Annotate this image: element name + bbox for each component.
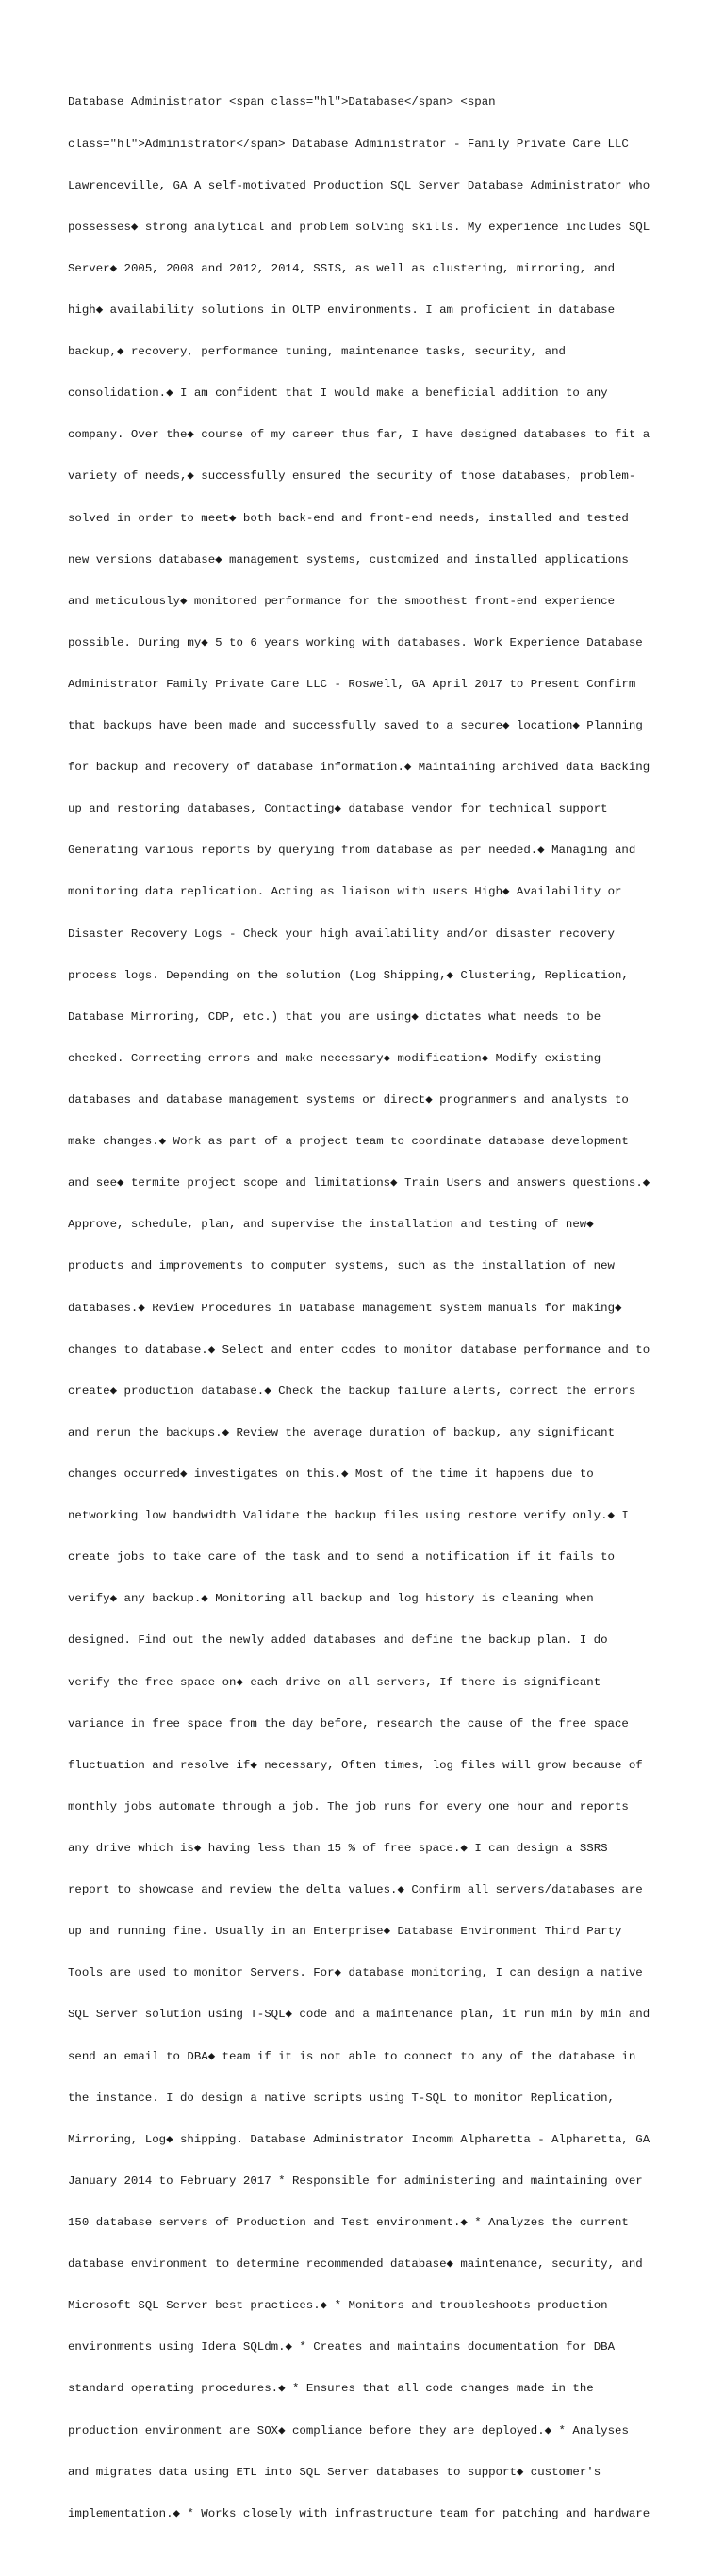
text-line: and rerun the backups.◆ Review the average duration of backup, any significant — [68, 1425, 616, 1439]
text-line: create jobs to take care of the task and to send a notification if it fails to — [68, 1551, 615, 1565]
text-line: Mirroring, Log◆ shipping. Database Administrator Incomm Alpharetta - Alpharetta, GA — [68, 2132, 650, 2146]
text-line: new versions database◆ management systems, customized and installed applications — [68, 552, 629, 566]
text-line: Generating various reports by querying from database as per needed.◆ Managing and — [68, 844, 636, 858]
text-line: up and running fine. Usually in an Enterprise◆ Database Environment Third Party — [68, 1925, 622, 1939]
text-line: up and restoring databases, Contacting◆ database vendor for technical support — [68, 802, 608, 816]
text-line: 150 database servers of Production and Test environment.◆ * Analyzes the current — [68, 2215, 629, 2229]
text-line: company. Over the◆ course of my career thus far, I have designed databases to fit a — [68, 428, 650, 442]
text-line: verify the free space on◆ each drive on all servers, If there is significant — [68, 1675, 601, 1689]
text-line: Database Administrator <span class="hl">Database</span> <span — [68, 95, 496, 109]
text-line: Database Mirroring, CDP, etc.) that you are using◆ dictates what needs to be — [68, 1009, 601, 1024]
text-line: report to showcase and review the delta values.◆ Confirm all servers/databases are — [68, 1883, 643, 1897]
text-line: Lawrenceville, GA A self-motivated Production SQL Server Database Administrator who — [68, 178, 650, 192]
text-line: create◆ production database.◆ Check the backup failure alerts, correct the errors — [68, 1384, 636, 1398]
text-line: and meticulously◆ monitored performance for the smoothest front-end experience — [68, 594, 616, 608]
text-line: consolidation.◆ I am confident that I would make a beneficial addition to any — [68, 386, 608, 401]
text-line: backup,◆ recovery, performance tuning, maintenance tasks, security, and — [68, 345, 566, 359]
text-line: class="hl">Administrator</span> Database Administrator - Family Private Care LLC — [68, 137, 629, 151]
text-line: monitoring data replication. Acting as liaison with users High◆ Availability or — [68, 885, 622, 899]
text-line: Administrator Family Private Care LLC - Roswell, GA April 2017 to Present Confirm — [68, 677, 636, 691]
text-line: possible. During my◆ 5 to 6 years working with databases. Work Experience Database — [68, 635, 643, 649]
text-line: production environment are SOX◆ compliance before they are deployed.◆ * Analyses — [68, 2423, 629, 2437]
text-line: and migrates data using ETL into SQL Server databases to support◆ customer's — [68, 2465, 601, 2479]
text-line: SQL Server solution using T-SQL◆ code and a maintenance plan, it run min by min and — [68, 2008, 650, 2022]
text-line: products and improvements to computer systems, such as the installation of new — [68, 1259, 615, 1273]
text-line: make changes.◆ Work as part of a project team to coordinate database development — [68, 1135, 629, 1149]
text-line: fluctuation and resolve if◆ necessary, Often times, log files will grow because of — [68, 1758, 643, 1772]
text-line: the instance. I do design a native scripts using T-SQL to monitor Replication, — [68, 2091, 615, 2105]
text-line: Tools are used to monitor Servers. For◆ database monitoring, I can design a native — [68, 1966, 643, 1980]
text-line: changes occurred◆ investigates on this.◆ Most of the time it happens due to — [68, 1468, 594, 1482]
text-line: changes to database.◆ Select and enter codes to monitor database performance and to — [68, 1342, 650, 1356]
text-line: process logs. Depending on the solution (Log Shipping,◆ Clustering, Replication, — [68, 968, 629, 982]
resume-body-text — [68, 68, 662, 2576]
text-line: January 2014 to February 2017 * Responsible for administering and maintaining over — [68, 2174, 643, 2188]
text-line: checked. Correcting errors and make necessary◆ modification◆ Modify existing — [68, 1051, 601, 1065]
text-line: database environment to determine recommended database◆ maintenance, security, and — [68, 2257, 643, 2272]
text-line: monthly jobs automate through a job. The job runs for every one hour and reports — [68, 1799, 629, 1813]
text-line: databases and database management systems or direct◆ programmers and analysts to — [68, 1093, 629, 1108]
text-line: for backup and recovery of database information.◆ Maintaining archived data Backing — [68, 761, 650, 775]
text-line: standard operating procedures.◆ * Ensures that all code changes made in the — [68, 2382, 594, 2396]
text-line: environments using Idera SQLdm.◆ * Creates and maintains documentation for DBA — [68, 2340, 616, 2354]
text-line: Disaster Recovery Logs - Check your high availability and/or disaster recovery — [68, 927, 615, 941]
text-line: possesses◆ strong analytical and problem solving skills. My experience includes SQL — [68, 220, 650, 234]
text-line: designed. Find out the newly added databases and define the backup plan. I do — [68, 1633, 608, 1648]
text-line: high◆ availability solutions in OLTP environments. I am proficient in database — [68, 303, 616, 317]
text-line: and see◆ termite project scope and limitations◆ Train Users and answers questions.◆ — [68, 1176, 650, 1190]
text-line: networking low bandwidth Validate the backup files using restore verify only.◆ I — [68, 1509, 629, 1523]
text-line: Approve, schedule, plan, and supervise the installation and testing of new◆ — [68, 1218, 594, 1232]
text-line: any drive which is◆ having less than 15 % of free space.◆ I can design a SSRS — [68, 1842, 608, 1855]
text-line: variance in free space from the day before, research the cause of the free space — [68, 1716, 629, 1731]
text-line: that backups have been made and successfully saved to a secure◆ location◆ Planning — [68, 719, 643, 733]
text-line: solved in order to meet◆ both back-end and front-end needs, installed and tested — [68, 511, 629, 525]
text-line: Server◆ 2005, 2008 and 2012, 2014, SSIS, as well as clustering, mirroring, and — [68, 261, 616, 275]
text-line: verify◆ any backup.◆ Monitoring all backup and log history is cleaning when — [68, 1592, 594, 1606]
text-line: databases.◆ Review Procedures in Database management system manuals for making◆ — [68, 1301, 622, 1315]
text-line: send an email to DBA◆ team if it is not able to connect to any of the database in — [68, 2049, 636, 2063]
text-line: variety of needs,◆ successfully ensured the security of those databases, problem- — [68, 469, 636, 484]
text-line: Microsoft SQL Server best practices.◆ * Monitors and troubleshoots production — [68, 2299, 608, 2313]
text-line: implementation.◆ * Works closely with infrastructure team for patching and hardware — [68, 2506, 650, 2520]
